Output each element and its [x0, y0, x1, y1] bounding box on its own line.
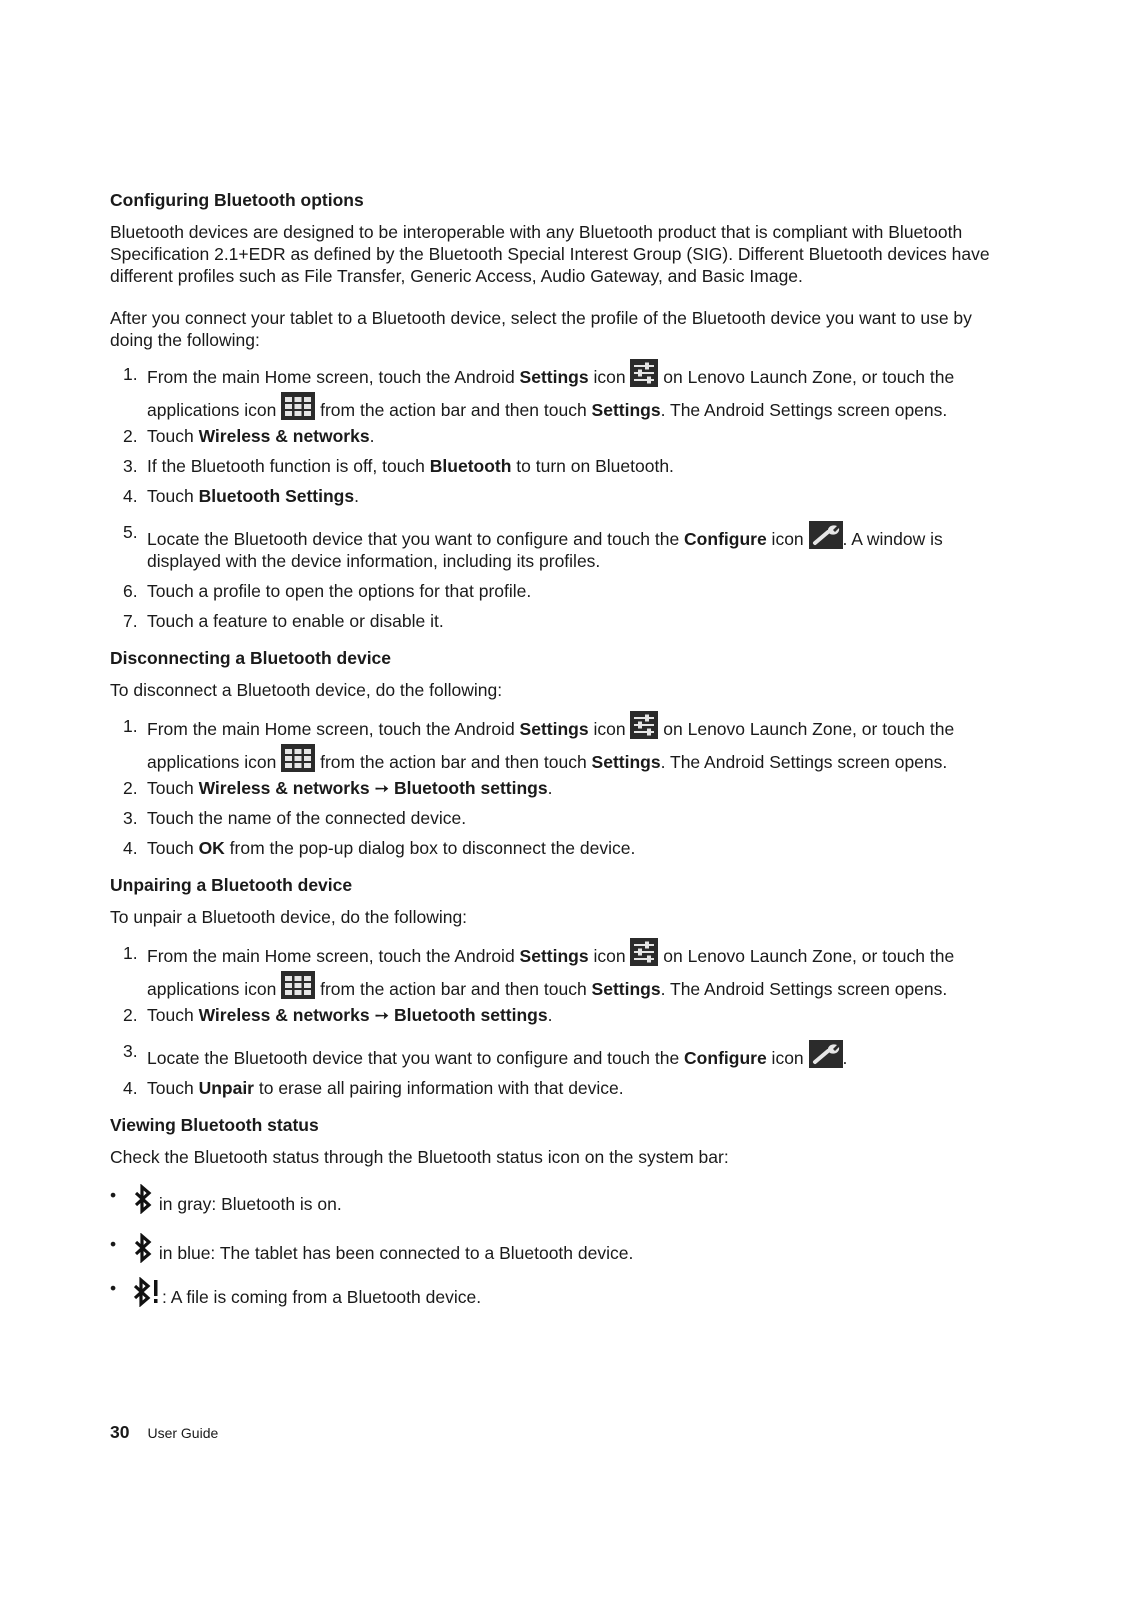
page-number: 30 — [110, 1422, 130, 1442]
list-item: • in gray: Bluetooth is on. — [110, 1185, 342, 1214]
applications-grid-icon — [281, 744, 315, 772]
footer-title: User Guide — [147, 1425, 219, 1441]
list-item: 2. Touch Wireless & networks ➙ Bluetooth settings. — [123, 1005, 553, 1025]
paragraph: After you connect your tablet to a Bluetooth device, select the profile of the Bluetooth device you want to use by doing the following: — [110, 308, 972, 350]
page-content — [110, 188, 1010, 1321]
list-item: 3. If the Bluetooth function is off, touch Bluetooth to turn on Bluetooth. — [123, 456, 674, 476]
list-item: 3. Locate the Bluetooth device that you want to configure and touch the Configure icon . — [123, 1041, 848, 1068]
paragraph: To disconnect a Bluetooth device, do the following: — [110, 680, 503, 700]
list-item: 3. Touch the name of the connected device. — [123, 808, 467, 828]
paragraph: Bluetooth devices are designed to be interoperable with any Bluetooth product that is compliant with Bluetooth Specification 2.1+EDR as defined by the Bluetooth Special Interest Group (SIG). Different Bluetooth devices have different profiles such as File Transfer, Generic Access, Audio Gateway, and Basic Image. — [110, 222, 990, 286]
applications-grid-icon — [281, 392, 315, 420]
section-heading-viewing: Viewing Bluetooth status — [110, 1115, 319, 1135]
list-item: • : A file is coming from a Bluetooth device. — [110, 1278, 482, 1307]
list-item: 1. From the main Home screen, touch the Android Settings icon on Lenovo Launch Zone, or touch the applications icon from the action bar and then touch Settings. The Android Settings screen opens. — [110, 938, 1010, 1004]
settings-sliders-icon — [630, 359, 658, 387]
list-item: 4. Touch Unpair to erase all pairing information with that device. — [123, 1078, 624, 1098]
paragraph: Check the Bluetooth status through the Bluetooth status icon on the system bar: — [110, 1147, 729, 1167]
section-heading-disconnecting: Disconnecting a Bluetooth device — [110, 648, 392, 668]
bluetooth-incoming-icon — [132, 1277, 162, 1307]
list-item: 5. Locate the Bluetooth device that you want to configure and touch the Configure icon . A window is displayed with the device information, including its profiles. — [123, 522, 943, 571]
list-item: 2. Touch Wireless & networks. — [123, 426, 375, 446]
section-heading-configuring: Configuring Bluetooth options — [110, 190, 364, 210]
wrench-icon — [809, 521, 843, 549]
bluetooth-icon — [132, 1233, 154, 1263]
list-item: 1. From the main Home screen, touch the Android Settings icon on Lenovo Launch Zone, or touch the applications icon from the action bar and then touch Settings. The Android Settings screen opens. — [110, 711, 1010, 777]
wrench-icon — [809, 1040, 843, 1068]
applications-grid-icon — [281, 971, 315, 999]
list-item: 1. From the main Home screen, touch the Android Settings icon on Lenovo Launch Zone, or touch the applications icon from the action bar and then touch Settings. The Android Settings screen opens. — [110, 359, 1010, 425]
list-item: 7. Touch a feature to enable or disable it. — [123, 611, 444, 631]
steps-list-unpairing — [110, 938, 1010, 1099]
settings-sliders-icon — [630, 938, 658, 966]
steps-list-configuring — [110, 359, 1010, 632]
settings-sliders-icon — [630, 711, 658, 739]
paragraph: To unpair a Bluetooth device, do the following: — [110, 907, 468, 927]
page-footer — [110, 1422, 218, 1443]
bluetooth-icon — [132, 1184, 154, 1214]
status-bullet-list — [110, 1184, 1010, 1308]
steps-list-disconnecting — [110, 711, 1010, 859]
list-item: 2. Touch Wireless & networks ➙ Bluetooth settings. — [123, 778, 553, 798]
section-heading-unpairing: Unpairing a Bluetooth device — [110, 875, 353, 895]
list-item: 6. Touch a profile to open the options for that profile. — [123, 581, 532, 601]
list-item: 4. Touch Bluetooth Settings. — [123, 486, 359, 506]
list-item: 4. Touch OK from the pop-up dialog box to disconnect the device. — [123, 838, 636, 858]
list-item: • in blue: The tablet has been connected to a Bluetooth device. — [110, 1234, 634, 1263]
